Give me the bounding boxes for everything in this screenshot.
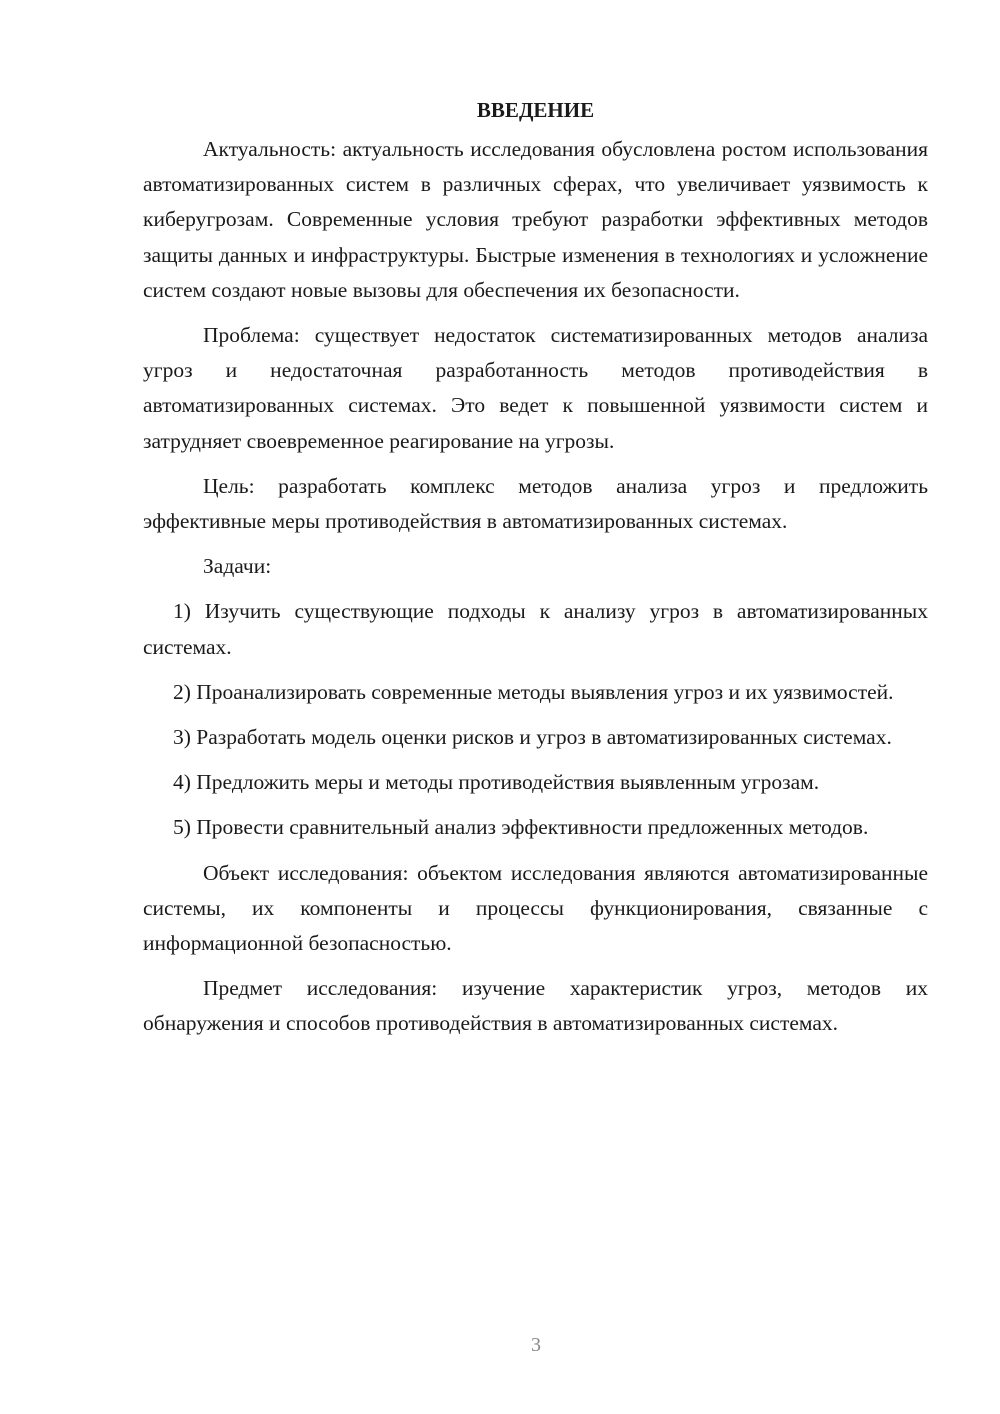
task-item-3: 3) Разработать модель оценки рисков и угроз в автоматизированных системах. <box>173 725 892 750</box>
tasks-label: Задачи: <box>203 554 272 579</box>
section-heading: ВВЕДЕНИЕ <box>476 98 595 122</box>
task-item-2: 2) Проанализировать современные методы выявления угроз и их уязвимостей. <box>173 679 894 704</box>
task-item-5: 5) Провести сравнительный анализ эффективности предложенных методов. <box>173 815 869 840</box>
task-item-4: 4) Предложить меры и методы противодействия выявленным угрозам. <box>173 770 820 795</box>
goal-paragraph: Цель: разработать комплекс методов анализа угроз и предложить эффективные меры противодействия в автоматизированных системах. <box>143 473 928 534</box>
task-item-1: 1) Изучить существующие подходы к анализу угроз в автоматизированных системах. <box>143 599 928 659</box>
page-number: 3 <box>531 1334 541 1356</box>
document-page <box>143 96 928 1052</box>
problem-paragraph: Проблема: существует недостаток систематизированных методов анализа угроз и недостаточная разработанность методов противодействия в автоматизированных системах. Это ведет к повышенной уязвимости систем и затрудняет своевременное реагирование на угрозы. <box>143 323 928 453</box>
object-paragraph: Объект исследования: объектом исследования являются автоматизированные системы, их компоненты и процессы функционирования, связанные с информационной безопасностью. <box>143 860 928 956</box>
subject-paragraph: Предмет исследования: изучение характеристик угроз, методов их обнаружения и способов противодействия в автоматизированных системах. <box>143 976 928 1036</box>
relevance-paragraph: Актуальность: актуальность исследования обусловлена ростом использования автоматизированных систем в различных сферах, что увеличивает уязвимость к киберугрозам. Современные условия требуют разработки эффективных методов защиты данных и инфраструктуры. Быстрые изменения в технологиях и усложнение систем создают новые вызовы для обеспечения их безопасности. <box>143 137 928 302</box>
